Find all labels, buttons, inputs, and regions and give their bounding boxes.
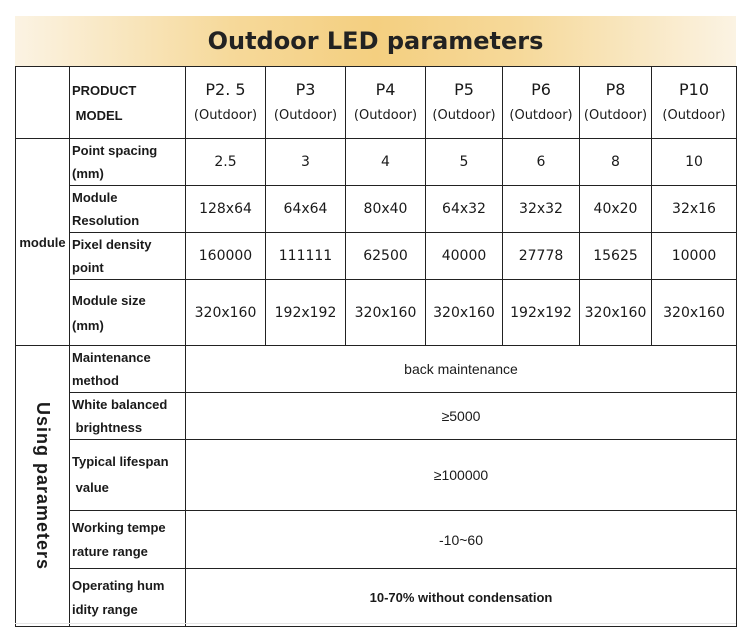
table-cell: 62500 [346, 233, 426, 280]
table-cell: 8 [580, 139, 652, 186]
table-cell: 10-70% without condensation [186, 569, 737, 627]
row-label-line: (mm) [72, 166, 104, 181]
model-name: P8 [605, 79, 626, 99]
model-name: P6 [531, 79, 551, 99]
table-cell: 160000 [186, 233, 266, 280]
bottom-divider [15, 623, 736, 624]
table-row [16, 346, 737, 393]
table-cell: 320x160 [346, 280, 426, 346]
table-cell: -10~60 [186, 511, 737, 569]
table-cell: 4 [346, 139, 426, 186]
model-sub: (Outdoor) [353, 107, 418, 123]
corner-cell [16, 67, 70, 139]
module-group-label: module [16, 139, 70, 346]
parameters-table [15, 66, 737, 627]
row-label [70, 139, 186, 186]
model-header [503, 67, 580, 139]
row-label [70, 511, 186, 569]
row-label-line: idity range [72, 601, 138, 617]
using-group-label: Using parameters [33, 401, 53, 571]
row-label-line: White balanced [72, 397, 168, 412]
table-cell: 320x160 [186, 280, 266, 346]
model-header [652, 67, 737, 139]
table-cell: 10 [652, 139, 737, 186]
table-cell: ≥5000 [186, 393, 737, 440]
table-cell: 32x16 [652, 186, 737, 233]
row-label [70, 346, 186, 393]
model-name: P3 [295, 79, 316, 99]
header-row [16, 67, 737, 139]
table-cell: 5 [426, 139, 503, 186]
product-label: PRODUCT [72, 82, 137, 98]
model-sub: (Outdoor) [193, 107, 258, 123]
table-cell: 40000 [426, 233, 503, 280]
row-label-line: rature range [72, 543, 148, 559]
table-cell: 32x32 [503, 186, 580, 233]
table-row [16, 393, 737, 440]
row-label [70, 280, 186, 346]
table-cell: 2.5 [186, 139, 266, 186]
row-label-line: Module size [72, 292, 146, 308]
row-label-line: point [72, 260, 104, 275]
table-cell: 3 [266, 139, 346, 186]
model-label: MODEL [75, 107, 123, 123]
table-cell: 128x64 [186, 186, 266, 233]
row-label [70, 440, 186, 511]
model-header [266, 67, 346, 139]
model-header [580, 67, 652, 139]
model-name: P5 [454, 79, 474, 99]
table-cell: 10000 [652, 233, 737, 280]
table-cell: 320x160 [652, 280, 737, 346]
row-label [70, 569, 186, 627]
table-row [16, 511, 737, 569]
model-sub: (Outdoor) [583, 107, 648, 123]
model-sub: (Outdoor) [432, 107, 496, 123]
table-cell: 27778 [503, 233, 580, 280]
table-cell: 192x192 [266, 280, 346, 346]
model-sub: (Outdoor) [662, 107, 726, 123]
table-cell: 320x160 [580, 280, 652, 346]
table-cell: 40x20 [580, 186, 652, 233]
table-cell: 320x160 [426, 280, 503, 346]
row-label-line: Working tempe [72, 519, 166, 535]
table-row [16, 186, 737, 233]
model-header [426, 67, 503, 139]
table-row [16, 280, 737, 346]
table-cell: 15625 [580, 233, 652, 280]
row-label-line: Pixel density [72, 237, 152, 252]
table-row [16, 139, 737, 186]
model-name: P10 [678, 79, 709, 99]
row-label [70, 233, 186, 280]
row-label-line: Typical lifespan [72, 454, 169, 469]
table-cell: 64x64 [266, 186, 346, 233]
row-label-line: Point spacing [72, 143, 158, 158]
model-name: P4 [375, 79, 396, 99]
table-cell: 192x192 [503, 280, 580, 346]
table-cell: 6 [503, 139, 580, 186]
row-label-line: Resolution [72, 213, 140, 228]
row-label-line: Operating hum [72, 577, 165, 593]
page-title: Outdoor LED parameters [207, 27, 544, 55]
model-sub: (Outdoor) [273, 107, 338, 123]
row-label-line: method [72, 373, 119, 388]
model-sub: (Outdoor) [509, 107, 573, 123]
table-row [16, 440, 737, 511]
row-label-line: brightness [75, 420, 143, 435]
row-label-line: Module [72, 190, 118, 205]
row-label [70, 186, 186, 233]
using-group-cell [16, 346, 70, 627]
model-header [346, 67, 426, 139]
table-row [16, 233, 737, 280]
table-cell: 64x32 [426, 186, 503, 233]
row-label-line: Maintenance [72, 350, 151, 365]
model-name: P2. 5 [205, 79, 246, 99]
table-cell: 111111 [266, 233, 346, 280]
title-banner [15, 16, 736, 66]
product-model-label [70, 67, 186, 139]
row-label-line: (mm) [72, 317, 104, 333]
row-label [70, 393, 186, 440]
table-row [16, 569, 737, 627]
model-header [186, 67, 266, 139]
row-label-line: value [75, 480, 109, 495]
table-cell: back maintenance [186, 346, 737, 393]
table-cell: ≥100000 [186, 440, 737, 511]
table-cell: 80x40 [346, 186, 426, 233]
